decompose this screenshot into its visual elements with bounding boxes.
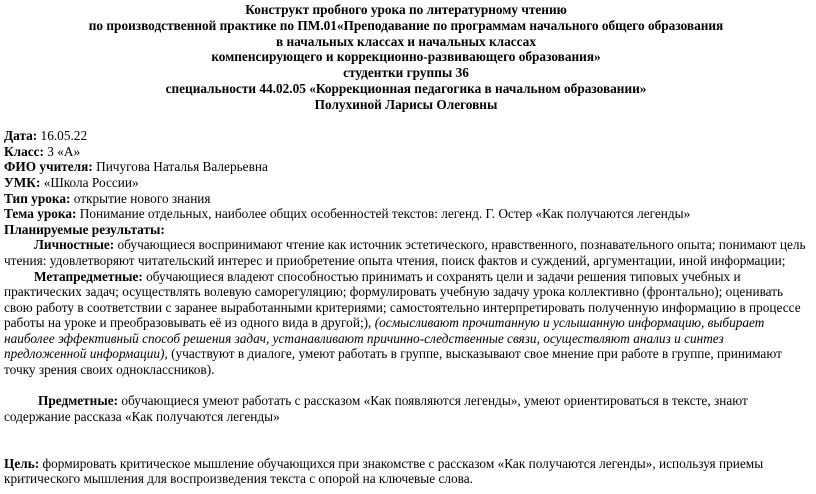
- goal-line-2: [4, 471, 808, 487]
- header-line-3: в начальных классах и начальных классах: [276, 33, 536, 49]
- date-row: [4, 128, 808, 144]
- meta-results-line-6: [4, 346, 808, 362]
- subject-results-label: Предметные:: [38, 393, 119, 409]
- meta-results-text-5-italic: наиболее эффективный способ решения задач, устанавливают причинно-следственные связи, осуществляют анализ и синтез: [4, 330, 724, 346]
- blank-line: [4, 378, 808, 394]
- meta-results-text-1: обучающиеся владеют способностью принимать и сохранять цели и задачи решения типовых учебных и: [142, 268, 741, 284]
- meta-results-line-5: [4, 331, 808, 347]
- header-line-7: Полухиной Ларисы Олеговны: [314, 96, 498, 112]
- blank-line: [4, 440, 808, 456]
- document-header: [4, 2, 808, 113]
- header-line-2: по производственной практике по ПМ.01«Преподавание по программам начального общего образования: [88, 17, 724, 33]
- meta-results-text-3: свою работу в соответствии с заранее выработанными критериями; самостоятельно интерпретировать полученную информацию в процессе: [4, 299, 801, 315]
- header-line-6: специальности 44.02.05 «Коррекционная педагогика в начальном образовании»: [165, 80, 647, 96]
- lesson-type-label: Тип урока:: [4, 190, 71, 206]
- meta-results-text-4: работы на уроке и преобразовывать её из одного вида в другой;),: [4, 315, 375, 331]
- meta-results-text-6-italic: предложенной информации),: [4, 346, 168, 362]
- meta-results-line-2: [4, 284, 808, 300]
- goal-line-1: [4, 456, 808, 472]
- lesson-type-row: [4, 191, 808, 207]
- class-value: 3 «А»: [43, 143, 81, 159]
- class-row: [4, 144, 808, 160]
- personal-results-line-1: [4, 237, 808, 253]
- umk-value: «Школа России»: [40, 174, 139, 190]
- header-line-4: компенсирующего и коррекционно-развивающего образования»: [211, 49, 601, 65]
- header-line-1: Конструкт пробного урока по литературному чтению: [245, 2, 567, 17]
- meta-results-text-7: точку зрения своих одноклассников).: [4, 362, 215, 378]
- date-label: Дата:: [4, 128, 38, 144]
- meta-results-text-6: (участвуют в диалоге, умеют работать в группе, высказывают свое мнение при работе в группе, принимают: [167, 346, 782, 362]
- personal-results-line-2: [4, 253, 808, 269]
- meta-results-label: Метапредметные:: [34, 268, 143, 284]
- goal-text-1: формировать критическое мышление обучающихся при знакомстве с рассказом «Как получаются легенды», используя приемы: [39, 455, 764, 471]
- meta-results-text-4-italic: (осмысливают прочитанную и услышанную информацию, выбирает: [374, 315, 765, 331]
- goal-text-2: критического мышления для воспроизведения текста с опорой на ключевые слова.: [4, 471, 473, 487]
- personal-results-text-2: чтения: удовлетворяют читательский интерес и приобретение опыта чтения, поиск фактов и суждений, аргументации, иной информации;: [4, 252, 786, 268]
- subject-results-text-1: обучающиеся умеют работать с рассказом «Как появляются легенды», умеют ориентироваться в тексте, знают: [118, 393, 748, 409]
- personal-results-label: Личностные:: [34, 237, 115, 253]
- teacher-label: ФИО учителя:: [4, 159, 93, 175]
- lesson-topic-value: Понимание отдельных, наиболее общих особенностей текстов: легенд. Г. Остер «Как получаются легенды»: [76, 206, 691, 222]
- blank-line: [4, 424, 808, 440]
- personal-results-text-1: обучающиеся воспринимают чтение как источник эстетического, нравственного, познавательного опыта; понимают цель: [114, 237, 806, 253]
- planned-results-row: [4, 222, 808, 238]
- planned-results-label: Планируемые результаты:: [4, 221, 165, 237]
- meta-results-text-2: практических задач; осуществлять волевую саморегуляцию; формулировать учебную задачу урока коллективно (фронтально); оценивать: [4, 284, 784, 300]
- umk-label: УМК:: [4, 174, 41, 190]
- goal-label: Цель:: [4, 455, 40, 471]
- teacher-value: Пичугова Наталья Валерьевна: [92, 159, 268, 175]
- teacher-row: [4, 159, 808, 175]
- meta-results-line-3: [4, 300, 808, 316]
- subject-results-line-2: [4, 409, 808, 425]
- lesson-topic-label: Тема урока:: [4, 206, 77, 222]
- header-line-5: студентки группы 36: [343, 65, 469, 81]
- meta-results-line-4: [4, 315, 808, 331]
- umk-row: [4, 175, 808, 191]
- class-label: Класс:: [4, 143, 44, 159]
- subject-results-text-2: содержание рассказа «Как получаются легенды»: [4, 408, 280, 424]
- subject-results-line-1: [4, 393, 808, 409]
- meta-results-line-1: [4, 269, 808, 285]
- meta-results-line-7: [4, 362, 808, 378]
- lesson-topic-row: [4, 206, 808, 222]
- date-value: 16.05.22: [37, 128, 88, 144]
- lesson-type-value: открытие нового знания: [70, 190, 211, 206]
- blank-line: [4, 113, 808, 129]
